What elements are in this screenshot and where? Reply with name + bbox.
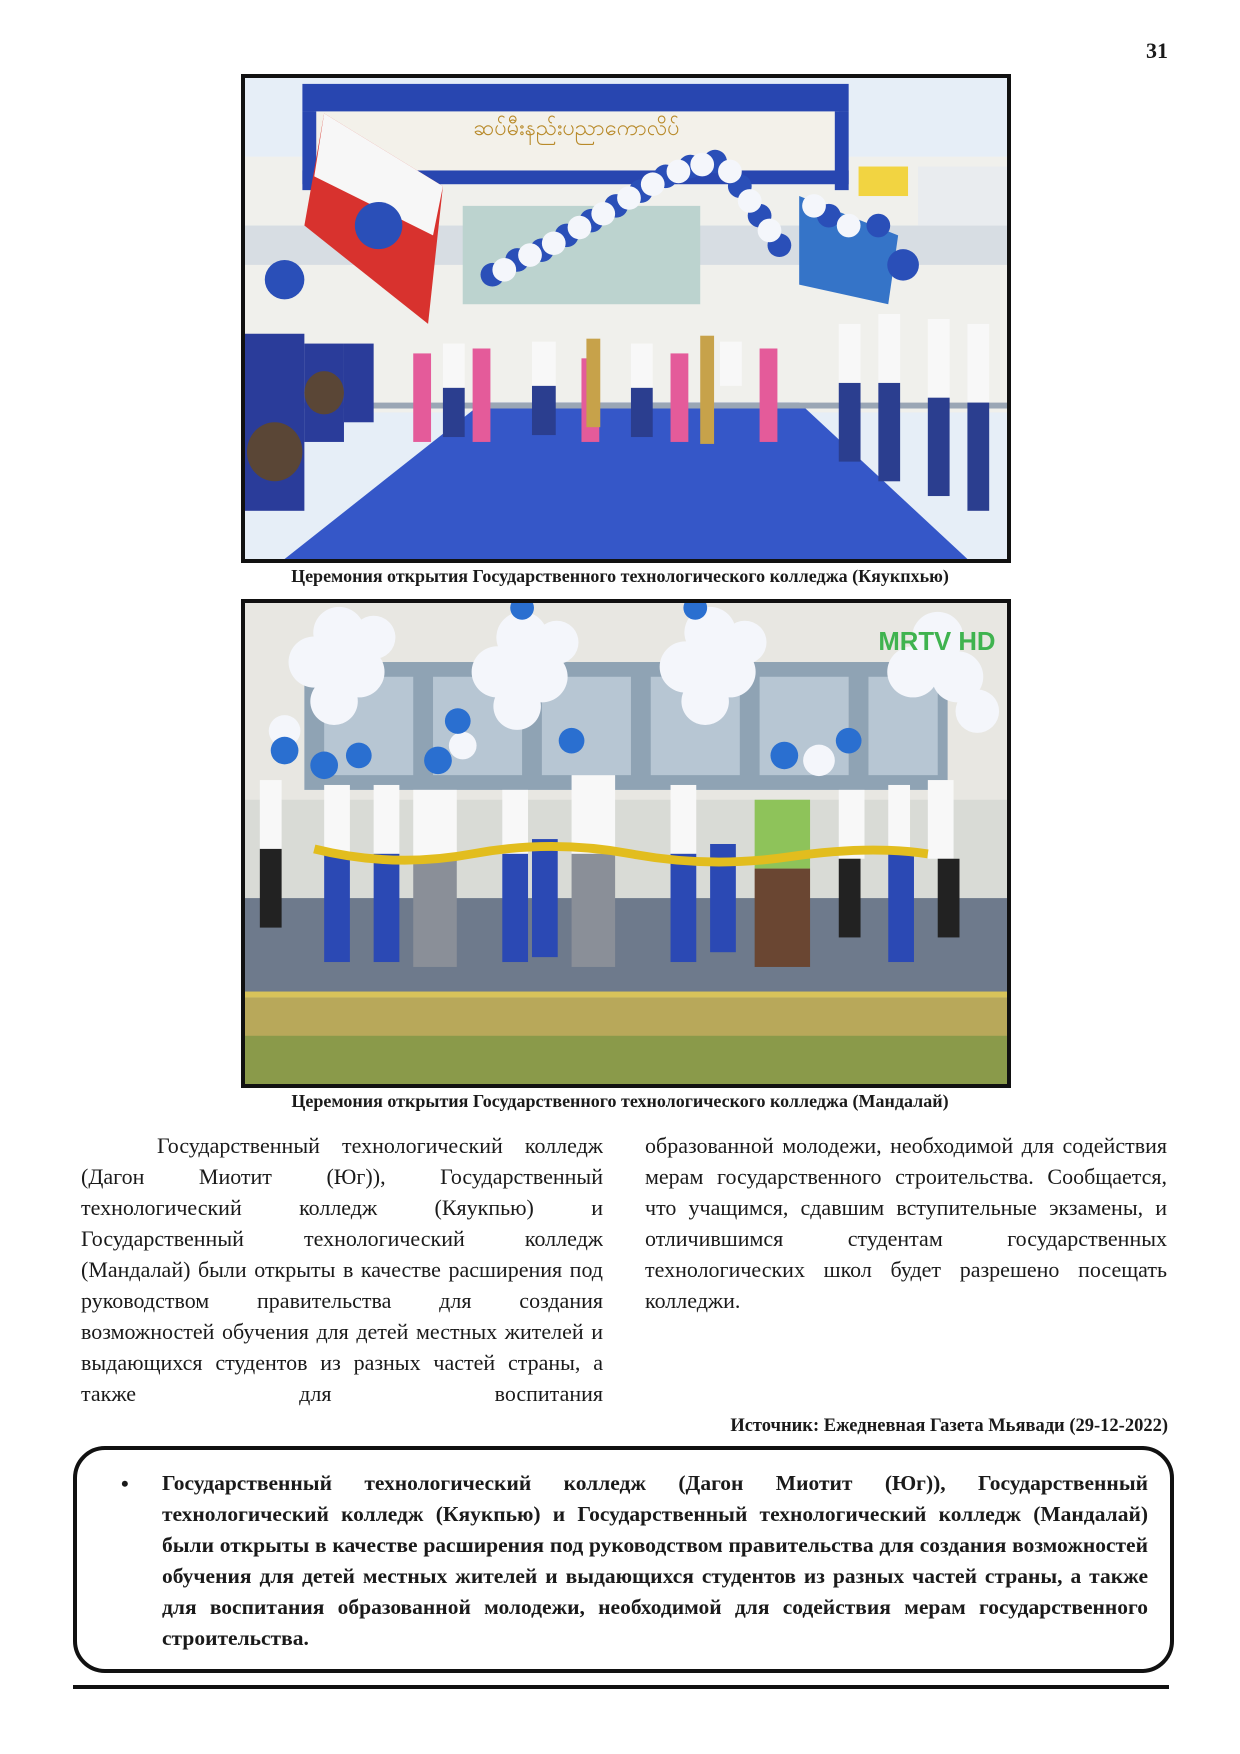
bullet-icon: • [121,1471,129,1496]
svg-text:ဆပ်မီးနည်းပညာကောလိပ်: ဆပ်မီးနည်းပညာကောလိပ် [473,116,680,142]
photo-mandalay-ceremony [241,599,1011,1088]
figure-caption-kyaukphyu: Церемония открытия Государственного технологического колледжа (Кяукпхью) [291,566,949,586]
article-right-column [645,1130,1167,1316]
article-source: Источник: Ежедневная Газета Мьявади (29-12-2022) [730,1416,1168,1436]
article-paragraph-left: Государственный технологический колледж (Дагон Миотит (Юг)), Государственный технологический колледж (Кяукпью) и Государственный технологический колледж (Мандалай) были открыты в качестве расширения под руководством правительства для создания возможностей обучения для детей местных жителей и выдающихся студентов из разных частей страны, а также для воспитания [81,1133,603,1406]
article-paragraph-right: образованной молодежи, необходимой для содействия мерам государственного строительства. Сообщается, что учащимся, сдавшим вступительные экзамены, и отличившимся студентам государственных технологических школ будет разрешено посещать колледжи. [645,1133,1167,1313]
figure-caption-mandalay: Церемония открытия Государственного технологического колледжа (Мандалай) [291,1091,949,1111]
article-left-column [81,1130,603,1409]
summary-item [107,1468,1148,1654]
photo-kyaukphyu-ceremony [241,74,1011,563]
photo-kyaukphyu-illustration [245,78,1007,559]
summary-list [107,1468,1148,1654]
summary-text: Государственный технологический колледж (Дагон Миотит (Юг)), Государственный технологический колледж (Кяукпью) и Государственный технологический колледж (Мандалай) были открыты в качестве расширения под руководством правительства для создания возможностей обучения для детей местных жителей и выдающихся студентов из разных частей страны, а также для воспитания образованной молодежи, необходимой для содействия мерам государственного строительства. [162,1471,1148,1650]
mrtv-watermark: MRTV HD [878,628,996,657]
bottom-divider [73,1685,1169,1689]
summary-box [73,1446,1174,1673]
page-number: 31 [1146,38,1168,63]
photo-mandalay-illustration [245,603,1007,1084]
